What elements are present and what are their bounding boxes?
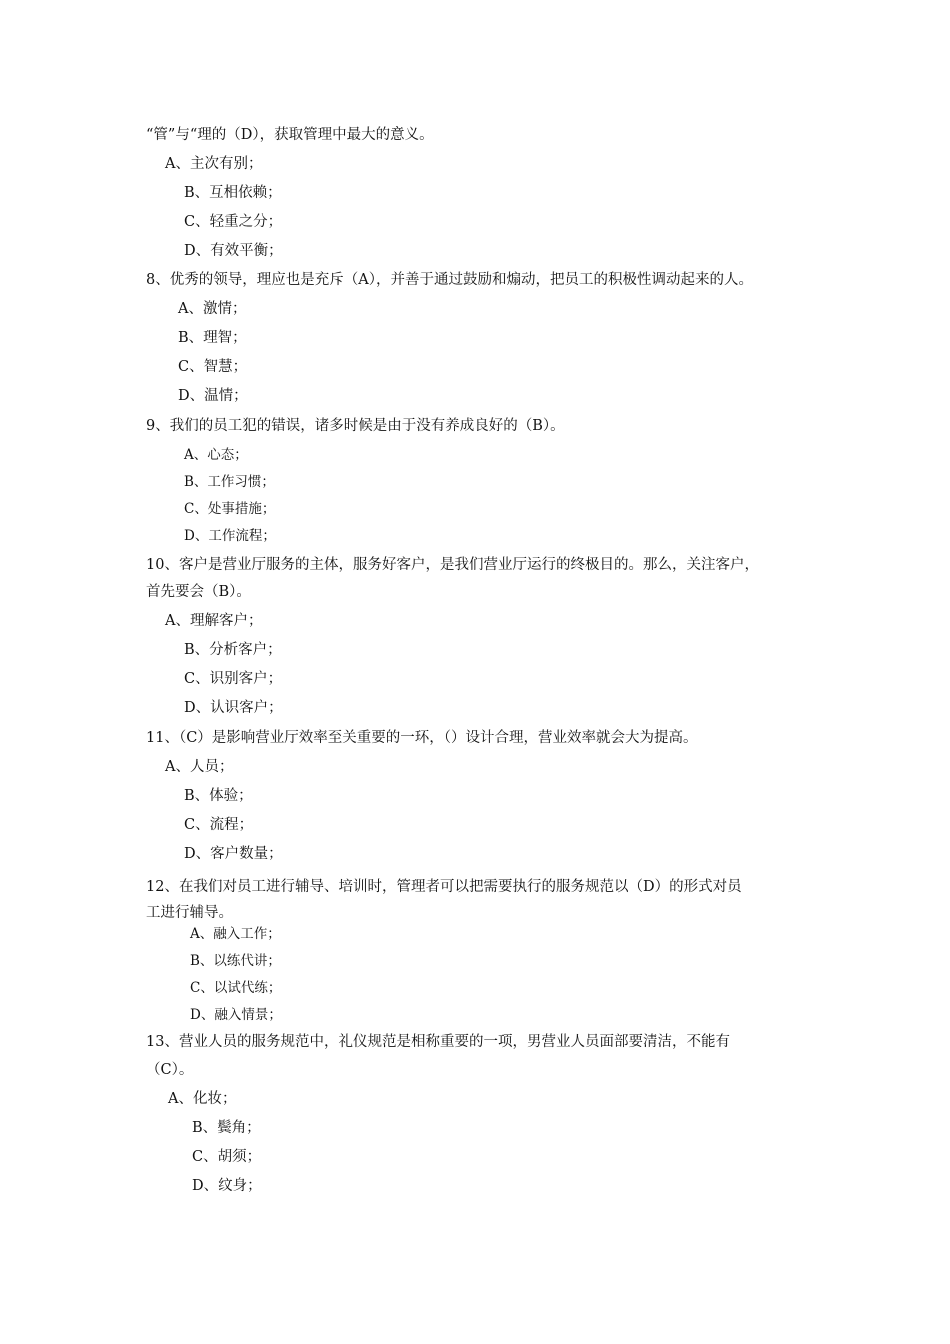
question-10-option-b: B、分析客户； [184, 642, 282, 658]
question-13-option-b: B、鬓角； [192, 1120, 261, 1136]
question-13-option-a: A、化妆； [168, 1091, 237, 1107]
question-11-option-d: D、客户数量； [184, 846, 283, 862]
question-9-option-d: D、工作流程； [184, 528, 276, 544]
question-7-option-c: C、轻重之分； [184, 214, 283, 230]
question-13-stem-line-2: （C）。 [146, 1062, 194, 1078]
question-13-option-c: C、胡须； [192, 1149, 262, 1165]
question-7-option-b: B、互相依赖； [184, 185, 282, 201]
question-10-stem-line-1: 10、客户是营业厅服务的主体，服务好客户，是我们营业厅运行的终极目的。那么，关注客户， [146, 557, 759, 573]
question-8-option-d: D、温情； [178, 388, 248, 404]
question-13-stem-line-1: 13、营业人员的服务规范中，礼仪规范是相称重要的一项，男营业人员面部要清洁，不能有 [146, 1034, 730, 1050]
question-12-option-c: C、以试代练； [190, 980, 282, 996]
question-9-stem: 9、我们的员工犯的错误，诸多时候是由于没有养成良好的（B）。 [146, 418, 565, 434]
question-12-stem-line-1: 12、在我们对员工进行辅导、培训时，管理者可以把需要执行的服务规范以（D）的形式对员 [146, 879, 742, 895]
question-12-option-d: D、融入情景； [190, 1007, 282, 1023]
question-10-option-d: D、认识客户； [184, 700, 283, 716]
question-8-option-a: A、激情； [178, 301, 247, 317]
question-12-stem-line-2: 工进行辅导。 [146, 905, 233, 921]
question-12-option-b: B、以练代讲； [190, 953, 281, 969]
question-10-option-a: A、理解客户； [165, 613, 263, 629]
question-11-option-c: C、流程； [184, 817, 254, 833]
question-7-stem: “管”与“理的（D），获取管理中最大的意义。 [146, 127, 434, 143]
question-11-stem: 11、（C）是影响营业厅效率至关重要的一环，（）设计合理，营业效率就会大为提高。 [146, 730, 698, 746]
question-8-option-b: B、理智； [178, 330, 247, 346]
question-9-option-c: C、处事措施； [184, 501, 276, 517]
question-8-option-c: C、智慧； [178, 359, 248, 375]
question-10-stem-line-2: 首先要会（B）。 [146, 584, 251, 600]
question-12-option-a: A、融入工作； [190, 926, 281, 942]
question-7-option-a: A、主次有别； [165, 156, 263, 172]
question-7-option-d: D、有效平衡； [184, 243, 283, 259]
question-13-option-d: D、纹身； [192, 1178, 262, 1194]
question-11-option-a: A、人员； [165, 759, 234, 775]
question-8-stem: 8、优秀的领导，理应也是充斥（A），并善于通过鼓励和煽动，把员工的积极性调动起来的人。 [146, 272, 753, 288]
question-9-option-a: A、心态； [184, 447, 248, 463]
question-9-option-b: B、工作习惯； [184, 474, 275, 490]
question-11-option-b: B、体验； [184, 788, 253, 804]
question-10-option-c: C、识别客户； [184, 671, 283, 687]
